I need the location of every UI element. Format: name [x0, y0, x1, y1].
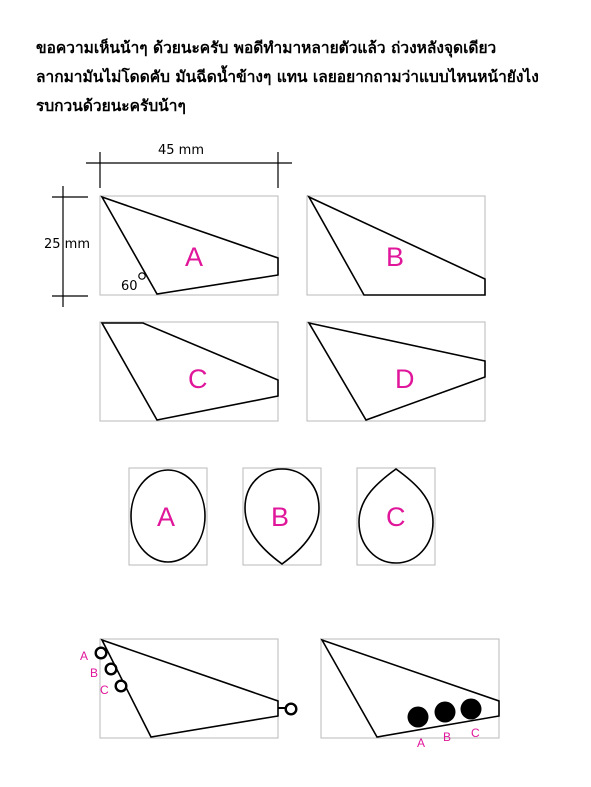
outline [102, 640, 278, 737]
cross-section-c [357, 468, 435, 565]
body-shape-b [307, 196, 485, 295]
shape-label-a: A [185, 242, 204, 272]
tie-ring-b [106, 664, 117, 675]
intro-line-3: รบกวนด้วยนะครับน้าๆ [36, 97, 186, 115]
weight-label-a: A [417, 736, 426, 750]
tie-ring-a [96, 648, 107, 659]
weight-label-c: C [471, 726, 480, 740]
tie-label-b: B [90, 666, 99, 680]
intro-line-1: ขอความเห็นน้าๆ ด้วยนะครับ พอดีทำมาหลายตัวแล้ว ถ่วงหลังจุดเดียว [36, 39, 497, 57]
body-shape-c [100, 322, 278, 421]
tie-ring-c [116, 681, 127, 692]
cross-section-b [243, 468, 321, 565]
width-dimension [86, 143, 292, 188]
weight-c [461, 699, 482, 720]
shape-label-d: D [395, 364, 415, 394]
height-dimension [44, 186, 90, 307]
body-shape-d [307, 322, 485, 421]
tail-ring [286, 704, 297, 715]
section-label-b: B [271, 502, 290, 532]
weight-diagram [321, 639, 499, 750]
body-shape-a [100, 196, 278, 295]
weight-label-b: B [443, 730, 452, 744]
section-label-a: A [157, 502, 176, 532]
shape-label-b: B [386, 242, 405, 272]
tie-label-a: A [80, 649, 89, 663]
section-label-c: C [386, 502, 406, 532]
width-label: 45 mm [158, 143, 205, 158]
tie-label-c: C [100, 683, 109, 697]
line-tie-diagram [80, 639, 296, 738]
angle-label: 60 [121, 279, 138, 294]
shape-label-c: C [188, 364, 208, 394]
intro-line-2: ลากมามันไม่โดดคับ มันฉีดน้ำข้างๆ แทน เลยอยากถามว่าแบบไหนหน้ายังไง [36, 68, 539, 86]
weight-b [435, 702, 456, 723]
weight-a [408, 707, 429, 728]
cross-section-a [129, 468, 207, 565]
degree-mark [139, 273, 145, 279]
height-label: 25 mm [44, 237, 91, 252]
